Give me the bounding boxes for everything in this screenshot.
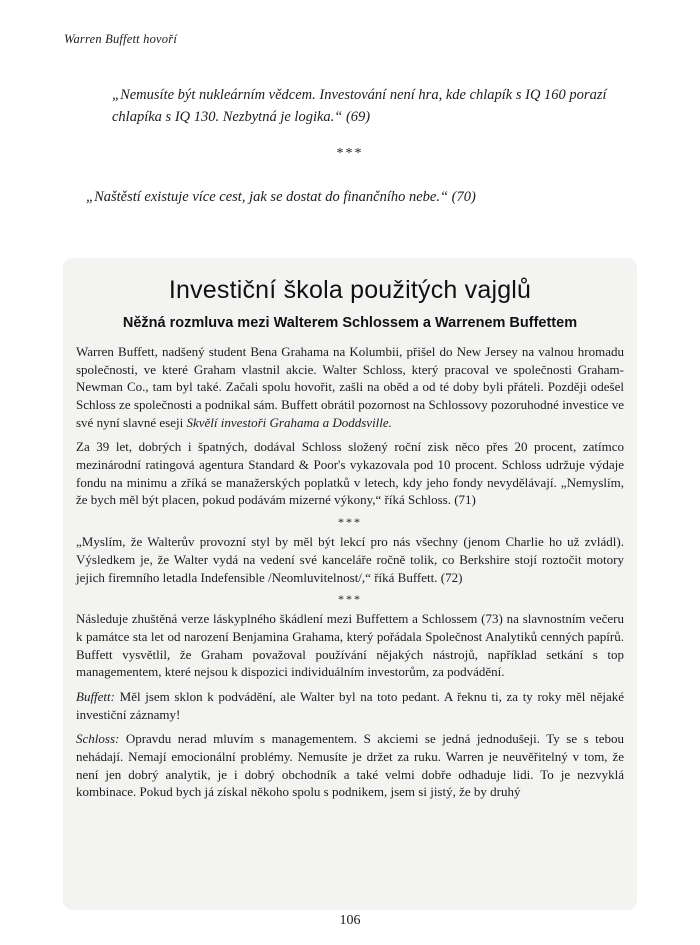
running-header: Warren Buffett hovoří [64, 32, 177, 46]
schloss-dialogue-text: Opravdu nerad mluvím s managementem. S akciemi se jedná jednodušeji. Ty se s tebou nehádají. Nemají emocionální problémy. Nemusíte je držet za ruku. Warren je neuvěřitelný v tom, že není jen dobrý analytik, je i dobrý obchodník a také velmi dobře odhaduje lidi. To je nezvyklá kombinace. Pokud bych já získal někoho spolu s podnikem, jsem si jistý, že by druhý [76, 731, 624, 800]
quote-70: „Naštěstí existuje více cest, jak se dostat do finančního nebe.“ (70) [86, 189, 476, 205]
speaker-schloss-label: Schloss: [76, 731, 120, 747]
page-number: 106 [339, 913, 361, 928]
buffett-dialogue-text: Měl jsem sklon k podvádění, ale Walter byl na toto pedant. A řeknu ti, za ty roky měl nějaké investiční záznamy! [76, 689, 624, 722]
separator-stars-1: *** [338, 515, 362, 530]
box-subtitle: Něžná rozmluva mezi Walterem Schlossem a Warrenem Buffettem [122, 315, 578, 331]
paragraph-schloss-dialogue [76, 730, 624, 801]
paragraph-banquet-intro: Následuje zhuštěná verze láskyplného škádlení mezi Buffettem a Schlossem (73) na slavnostním večeru k památce sta let od narození Benjamina Grahama, který pořádala Společnost Analytiků cenných papírů. Buffett vysvětlil, že Graham považoval používání nějakých nástrojů, například setkání s top managementem, které nejsou k dispozici individuálním investorům, za podvádění. [76, 611, 624, 680]
paragraph-intro [76, 343, 624, 431]
paragraph-schloss-record: Za 39 let, dobrých i špatných, dodával Schloss složený roční zisk něco přes 20 procent, zatímco mezinárodní ratingová agentura Standard & Poor's vykazovala pod 10 procent. Schloss udržuje výdaje fondu na minimu a zříká se manažerských poplatků v letech, kdy jeho fondy nevydělávají. „Nemyslím, že bych měl být placen, pokud podávám mizerné výkony,“ říká Schloss. (71) [76, 439, 624, 508]
separator-stars-top: *** [336, 146, 364, 161]
separator-stars-2: *** [338, 592, 362, 607]
quote-69: „Nemusíte být nukleárním vědcem. Investování není hra, kde chlapík s IQ 160 porazí chlapíka s IQ 130. Nezbytná je logika.“ (69) [112, 87, 607, 126]
box-body [76, 343, 624, 801]
paragraph-intro-text: Warren Buffett, nadšený student Bena Grahama na Kolumbii, přišel do New Jersey na valnou hromadu společnosti, ve které Graham vlastnil akcie. Walter Schloss, který pracoval ve společnosti Graham-Newman Co., tam byl také. Začali spolu hovořit, zašli na oběd a od té doby byli přáteli. Později odešel Schloss ze společnosti a podnikal sám. Buffett obrátil pozornost na Schlossovy pozoruhodné investice ve své nyní slavné eseji [76, 344, 624, 430]
paragraph-buffett-quote: „Myslím, že Walterův provozní styl by měl být lekcí pro nás všechny (jenom Charlie ho už zvládl). Výsledkem je, že Walter vydá na vedení své kanceláře ročně tolik, co Berkshire stojí roztočit motory jejich firemního letadla Indefensible /Neomluvitelnost/,“ říká Buffett. (72) [76, 534, 624, 585]
speaker-buffett-label: Buffett: [76, 689, 115, 705]
sidebar-story-box [63, 258, 637, 910]
essay-title-italic: Skvělí investoři Grahama a Doddsville. [186, 414, 392, 430]
box-title: Investiční škola použitých vajglů [168, 276, 532, 304]
paragraph-buffett-dialogue [76, 688, 624, 723]
